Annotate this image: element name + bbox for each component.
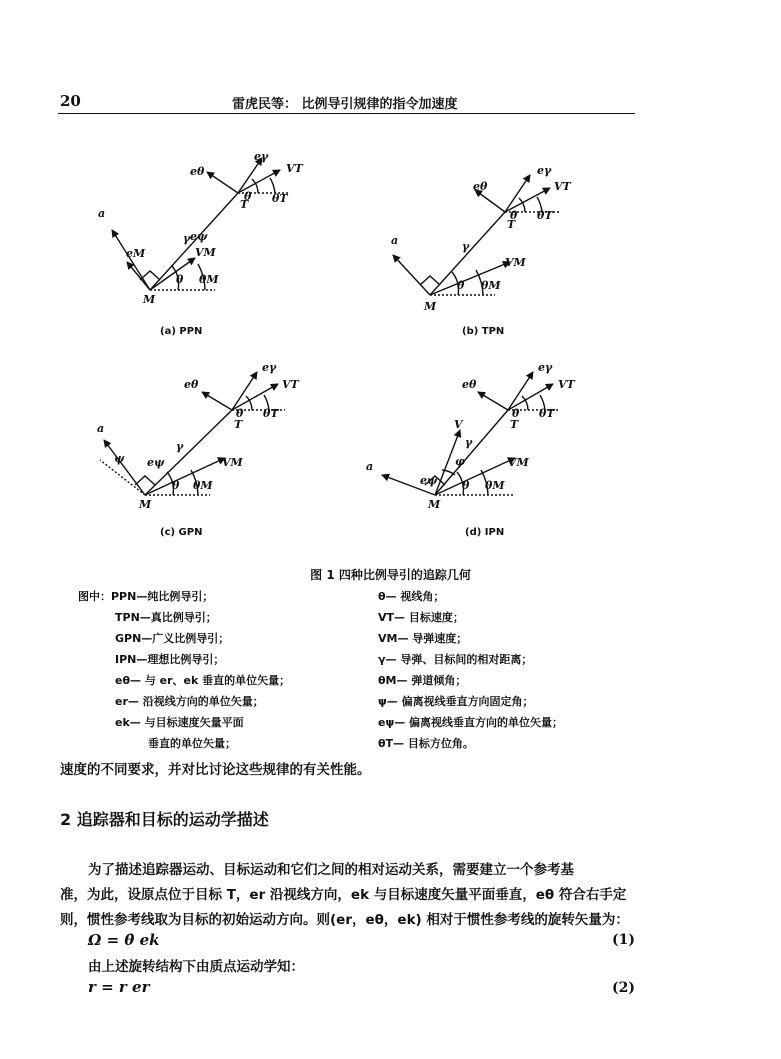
legend-left-7: 垂直的单位矢量； [148, 737, 236, 750]
svg-text:VM: VM [505, 256, 526, 269]
svg-text:M: M [424, 300, 437, 313]
svg-text:eψ: eψ [190, 230, 208, 243]
svg-text:eψ: eψ [147, 456, 165, 469]
svg-text:VM: VM [222, 456, 243, 469]
svg-text:eθ: eθ [184, 378, 199, 391]
svg-text:M: M [428, 498, 441, 511]
legend-right-3: γ— 导弹、目标间的相对距离； [378, 653, 533, 666]
svg-text:θ: θ [172, 479, 180, 492]
svg-text:θM: θM [481, 279, 501, 292]
svg-text:θM: θM [485, 479, 505, 492]
svg-text:θ: θ [457, 279, 465, 292]
svg-text:M: M [143, 293, 156, 306]
equation-2: r = r er [88, 978, 150, 996]
equation-1-number: (1) [612, 932, 635, 948]
legend-right-6: eψ— 偏离视线垂直方向的单位矢量； [378, 716, 564, 729]
svg-text:T: T [240, 198, 249, 211]
legend-left-6: ek— 与目标速度矢量平面 [115, 716, 244, 729]
svg-text:eθ: eθ [473, 180, 488, 193]
figure-caption: 图 1 四种比例导引的追踪几何 [310, 568, 471, 582]
svg-text:θT: θT [537, 209, 553, 222]
svg-text:θM: θM [199, 273, 219, 286]
equation-1: Ω = θ̇ ek [88, 931, 160, 949]
paragraph-line-4: 由上述旋转结构下由质点运动学知： [88, 959, 304, 975]
panel-d-caption: (d) IPN [465, 527, 505, 538]
svg-text:T: T [510, 418, 519, 431]
svg-text:T: T [507, 218, 516, 231]
svg-text:θ: θ [462, 479, 470, 492]
svg-text:T: T [234, 418, 243, 431]
legend-left-3: IPN—理想比例导引； [115, 653, 225, 666]
svg-text:VM: VM [195, 246, 216, 259]
legend-right-2: VM— 导弹速度； [378, 632, 468, 645]
legend-right-0: θ— 视线角； [378, 590, 445, 603]
legend-left-1: TPN—真比例导引； [115, 611, 217, 624]
svg-text:θ: θ [512, 407, 520, 420]
legend-right-7: θT— 目标方位角。 [378, 737, 474, 750]
svg-text:θ: θ [236, 407, 244, 420]
page-number: 20 [60, 92, 81, 110]
panel-b-geometry [393, 175, 560, 295]
svg-text:a: a [366, 460, 374, 473]
svg-text:VT: VT [558, 378, 575, 391]
svg-text:a: a [97, 422, 105, 435]
svg-text:V: V [454, 418, 463, 431]
paragraph-line-2: 准，为此，设原点位于目标 T，er 沿视线方向，ek 与目标速度矢量平面垂直，eθ 符合右手定 [60, 887, 627, 903]
svg-text:θM: θM [193, 479, 213, 492]
svg-text:γ: γ [462, 240, 470, 253]
svg-text:a: a [98, 207, 106, 220]
section-heading: 2 追踪器和目标的运动学描述 [60, 810, 269, 829]
svg-text:θT: θT [272, 192, 288, 205]
panel-b-caption: (b) TPN [462, 326, 505, 337]
legend-right-4: θM— 弹道倾角； [378, 674, 467, 687]
running-title: 雷虎民等： 比例导引规律的指令加速度 [232, 97, 458, 112]
svg-text:θ: θ [510, 209, 518, 222]
svg-text:θ: θ [176, 273, 184, 286]
svg-text:VM: VM [508, 456, 529, 469]
svg-text:eγ: eγ [254, 150, 269, 163]
svg-text:eθ: eθ [190, 165, 205, 178]
svg-text:θT: θT [263, 407, 279, 420]
svg-text:eθ: eθ [462, 378, 477, 391]
svg-text:ψ: ψ [114, 452, 125, 465]
paragraph-line-3: 则，惯性参考线取为目标的初始运动方向。则(er，eθ，ek) 相对于惯性参考线的旋转矢量为： [60, 912, 629, 928]
legend-right-1: VT— 目标速度； [378, 611, 464, 624]
svg-text:eγ: eγ [538, 361, 553, 374]
svg-text:VT: VT [554, 180, 571, 193]
svg-text:VT: VT [286, 162, 303, 175]
svg-text:γ: γ [183, 232, 191, 245]
svg-text:eψ: eψ [420, 474, 438, 487]
body-line-continuation: 速度的不同要求，并对比讨论这些规律的有关性能。 [60, 762, 371, 778]
svg-text:γ: γ [176, 440, 184, 453]
legend-left-4: eθ— 与 er、ek 垂直的单位矢量； [115, 674, 291, 687]
svg-text:a: a [391, 234, 399, 247]
svg-text:θT: θT [539, 407, 555, 420]
legend-right-5: ψ— 偏离视线垂直方向固定角； [378, 695, 534, 708]
legend-left-2: GPN—广义比例导引； [115, 632, 230, 645]
paragraph-line-1: 为了描述追踪器运动、目标运动和它们之间的相对运动关系，需要建立一个参考基 [88, 862, 574, 878]
svg-text:M: M [139, 498, 152, 511]
svg-text:eγ: eγ [262, 361, 277, 374]
panel-c-caption: (c) GPN [160, 527, 203, 538]
svg-text:eM: eM [126, 247, 146, 260]
panel-a-caption: (a) PPN [160, 326, 203, 337]
svg-text:θ: θ [244, 190, 252, 203]
svg-text:eγ: eγ [537, 164, 552, 177]
legend-left-5: er— 沿视线方向的单位矢量； [115, 695, 264, 708]
svg-text:φ: φ [455, 455, 465, 468]
svg-text:γ: γ [465, 436, 473, 449]
equation-2-number: (2) [612, 980, 635, 996]
legend-left-0: 图中：PPN—纯比例导引； [78, 590, 214, 603]
svg-text:VT: VT [282, 378, 299, 391]
